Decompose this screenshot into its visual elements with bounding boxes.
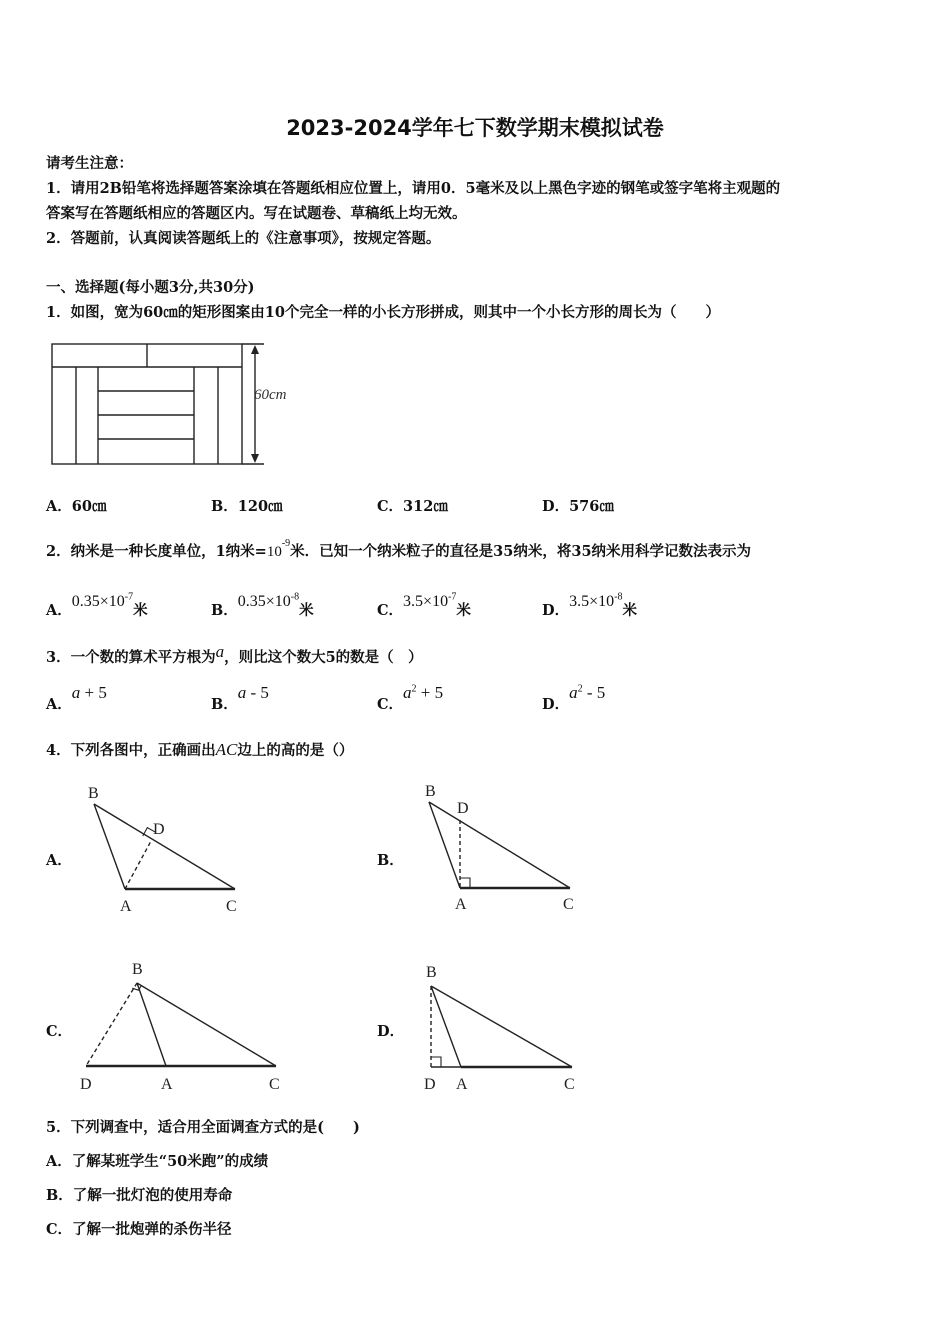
q4d-label-b: B	[426, 964, 437, 981]
notice-line-3: 2．答题前，认真阅读答题纸上的《注意事项》，按规定答题。	[46, 230, 441, 247]
q4b-label-c: C	[563, 896, 574, 913]
q2-option-d: D．$3.5\times 10^{-8}$米	[542, 591, 637, 619]
q4a-label-d: D	[153, 821, 165, 838]
q4b-label-d: D	[457, 800, 469, 817]
q2-option-c: C．$3.5\times 10^{-7}$米	[377, 591, 471, 619]
notice-line-2: 答案写在答题纸相应的答题区内。写在试题卷、草稿纸上均无效。	[46, 205, 467, 222]
q5-option-b: B．了解一批灯泡的使用寿命	[46, 1187, 233, 1204]
q4-option-c-label: C．	[46, 1023, 73, 1040]
q3-stem: 3．一个数的算术平方根为a，则比这个数大5的数是（ ）	[46, 642, 423, 666]
notice-heading: 请考生注意：	[46, 155, 133, 172]
q4c-label-d: D	[80, 1076, 92, 1093]
q1-option-a: A．60㎝	[46, 498, 107, 515]
q2-option-b: B．$0.35\times 10^{-8}$米	[211, 591, 314, 619]
q4a-label-c: C	[226, 898, 237, 915]
page-title: 2023-2024学年七下数学期末模拟试卷	[286, 116, 664, 140]
q4-option-d-label: D．	[377, 1023, 405, 1040]
q4d-label-c: C	[564, 1076, 575, 1093]
q2-option-a: A．$0.35\times 10^{-7}$米	[46, 591, 148, 619]
q4d-label-d: D	[424, 1076, 436, 1093]
q4b-label-a: A	[455, 896, 467, 913]
q4c-label-b: B	[132, 961, 143, 978]
q1-stem: 1．如图，宽为60㎝的矩形图案由10个完全一样的小长方形拼成，则其中一个小长方形的周长为（ ）	[46, 304, 720, 321]
q1-option-b: B．120㎝	[211, 498, 283, 515]
q3-option-a: A．a + 5	[46, 683, 107, 713]
q4-option-a-label: A．	[46, 852, 72, 869]
q4-option-b-label: B．	[377, 852, 404, 869]
section-heading: 一、选择题(每小题3分,共30分)	[46, 279, 255, 296]
q4c-label-a: A	[161, 1076, 173, 1093]
q5-stem: 5．下列调查中，适合用全面调查方式的是( )	[46, 1119, 360, 1136]
q1-option-c: C．312㎝	[377, 498, 448, 515]
q4-figure-c	[70, 955, 300, 1100]
q1-width-label: 60cm	[254, 387, 287, 403]
q5-option-a: A．了解某班学生“50米跑”的成绩	[46, 1153, 269, 1170]
q4d-label-a: A	[456, 1076, 468, 1093]
q2-stem: 2．纳米是一种长度单位，1纳米$=10^{-9}$米．已知一个纳米粒子的直径是35纳米，将35纳米用科学记数法表示为	[46, 538, 752, 560]
notice-line-1: 1．请用2B铅笔将选择题答案涂填在答题纸相应位置上，请用0．5毫米及以上黑色字迹的钢笔或签字笔将主观题的	[46, 180, 781, 197]
q3-option-d: D．$a^2 - 5$	[542, 683, 606, 713]
q3-option-b: B．a - 5	[211, 683, 269, 713]
q4a-label-b: B	[88, 785, 99, 802]
q4-stem: 4．下列各图中，正确画出AC边上的高的是（）	[46, 740, 354, 759]
q3-option-c: C．$a^2 + 5$	[377, 683, 444, 713]
q4-figure-b	[415, 778, 595, 923]
q5-option-c: C．了解一批炮弹的杀伤半径	[46, 1221, 232, 1238]
q4c-label-c: C	[269, 1076, 280, 1093]
q1-rectangle-figure	[46, 340, 306, 470]
q4-figure-d	[415, 955, 595, 1100]
q4-figure-a	[80, 778, 260, 923]
q4b-label-b: B	[425, 783, 436, 800]
q4a-label-a: A	[120, 898, 132, 915]
q1-option-d: D．576㎝	[542, 498, 614, 515]
